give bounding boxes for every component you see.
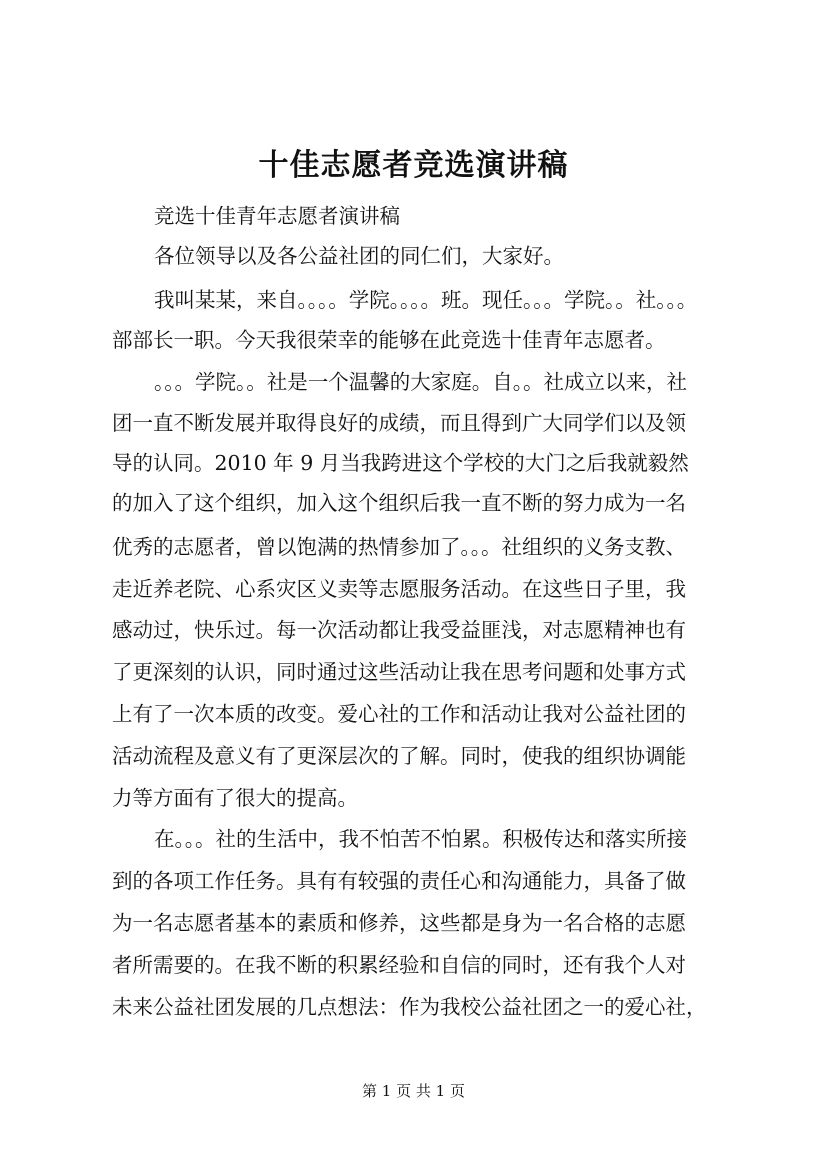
text-line: 为一名志愿者基本的素质和修养，这些都是身为一名合格的志愿 [112, 911, 686, 935]
text-line: 各位领导以及各公益社团的同仁们，大家好。 [154, 244, 564, 268]
text-line: 在。。。社的生活中，我不怕苦不怕累。积极传达和落实所接 [154, 827, 687, 851]
text-line: 了更深刻的认识，同时通过这些活动让我在思考问题和处事方式 [112, 660, 686, 684]
text-line: 力等方面有了很大的提高。 [112, 786, 358, 810]
document-subtitle: 竞选十佳青年志愿者演讲稿 [154, 204, 400, 228]
text-line: 未来公益社团发展的几点想法：作为我校公益社团之一的爱心社， [112, 995, 707, 1019]
text-line: 者所需要的。在我不断的积累经验和自信的同时，还有我个人对 [112, 953, 686, 977]
text-line: 。。。学院。。社是一个温馨的大家庭。自。。社成立以来，社 [154, 370, 687, 394]
text-line: 的加入了这个组织，加入这个组织后我一直不断的努力成为一名 [112, 491, 686, 515]
text-line: 到的各项工作任务。具有有较强的责任心和沟通能力，具备了做 [112, 869, 686, 893]
text-line: 走近养老院、心系灾区义卖等志愿服务活动。在这些日子里，我 [112, 577, 686, 601]
text-line: 上有了一次本质的改变。爱心社的工作和活动让我对公益社团的 [112, 702, 686, 726]
document-title: 十佳志愿者竞选演讲稿 [258, 148, 569, 183]
text-line: 部部长一职。今天我很荣幸的能够在此竞选十佳青年志愿者。 [112, 328, 666, 352]
text-line: 团一直不断发展并取得良好的成绩，而且得到广大同学们以及领 [112, 411, 686, 435]
page-footer: 第 1 页 共 1 页 [362, 1082, 465, 1100]
text-line: 活动流程及意义有了更深层次的了解。同时，使我的组织协调能 [112, 744, 686, 768]
text-line: 我叫某某，来自。。。。学院。。。。班。现任。。。学院。。社。。。 [154, 288, 698, 312]
text-line: 优秀的志愿者，曾以饱满的热情参加了。。。社组织的义务支教、 [112, 535, 686, 559]
text-line: 导的认同。2010 年 9 月当我跨进这个学校的大门之后我就毅然 [112, 451, 689, 475]
text-line: 感动过，快乐过。每一次活动都让我受益匪浅，对志愿精神也有 [112, 618, 686, 642]
